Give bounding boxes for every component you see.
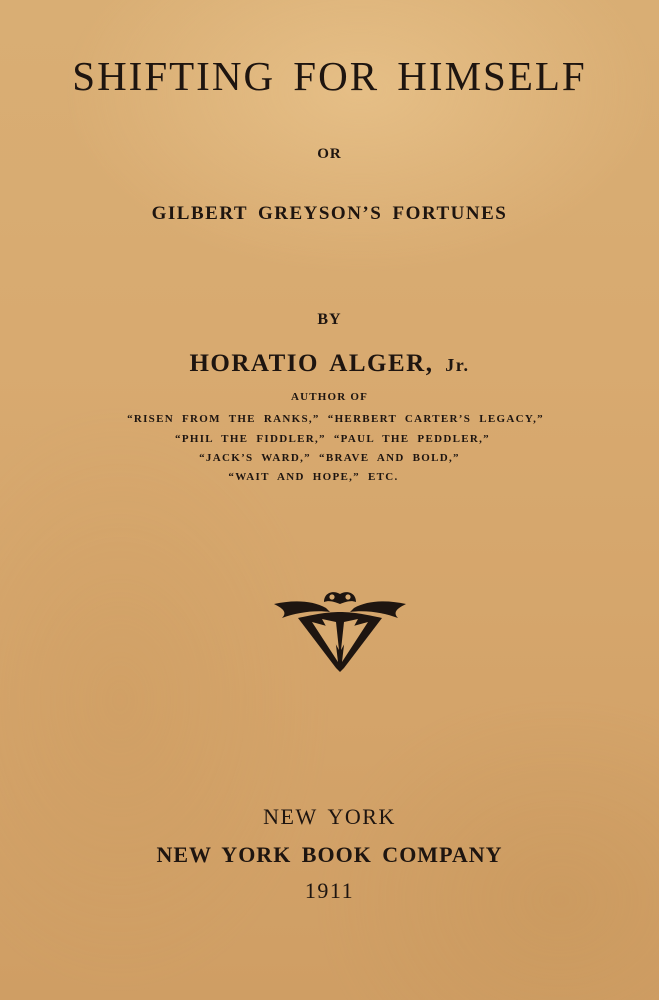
fleuron-ornament-icon — [272, 588, 408, 672]
other-works-line: “RISEN FROM THE RANKS,” “HERBERT CARTER’S LEGACY,” — [127, 413, 544, 425]
other-works-line: “JACK’S WARD,” “BRAVE AND BOLD,” — [199, 452, 460, 464]
other-works-line: “PHIL THE FIDDLER,” “PAUL THE PEDDLER,” — [175, 433, 490, 445]
author-suffix: Jr. — [445, 355, 470, 375]
author-name — [0, 350, 659, 378]
author-of-label: AUTHOR OF — [290, 391, 369, 403]
publisher-name: NEW YORK BOOK COMPANY — [156, 842, 503, 867]
title-connector: OR — [317, 146, 342, 162]
publication-year: 1911 — [304, 878, 355, 903]
book-subtitle: GILBERT GREYSON’S FORTUNES — [151, 203, 508, 224]
other-works-line: “WAIT AND HOPE,” ETC. — [228, 471, 399, 483]
publication-city: NEW YORK — [263, 804, 396, 829]
by-line: BY — [317, 311, 342, 328]
book-title: SHIFTING FOR HIMSELF — [72, 53, 587, 99]
author-name-text: HORATIO ALGER, — [189, 350, 434, 377]
